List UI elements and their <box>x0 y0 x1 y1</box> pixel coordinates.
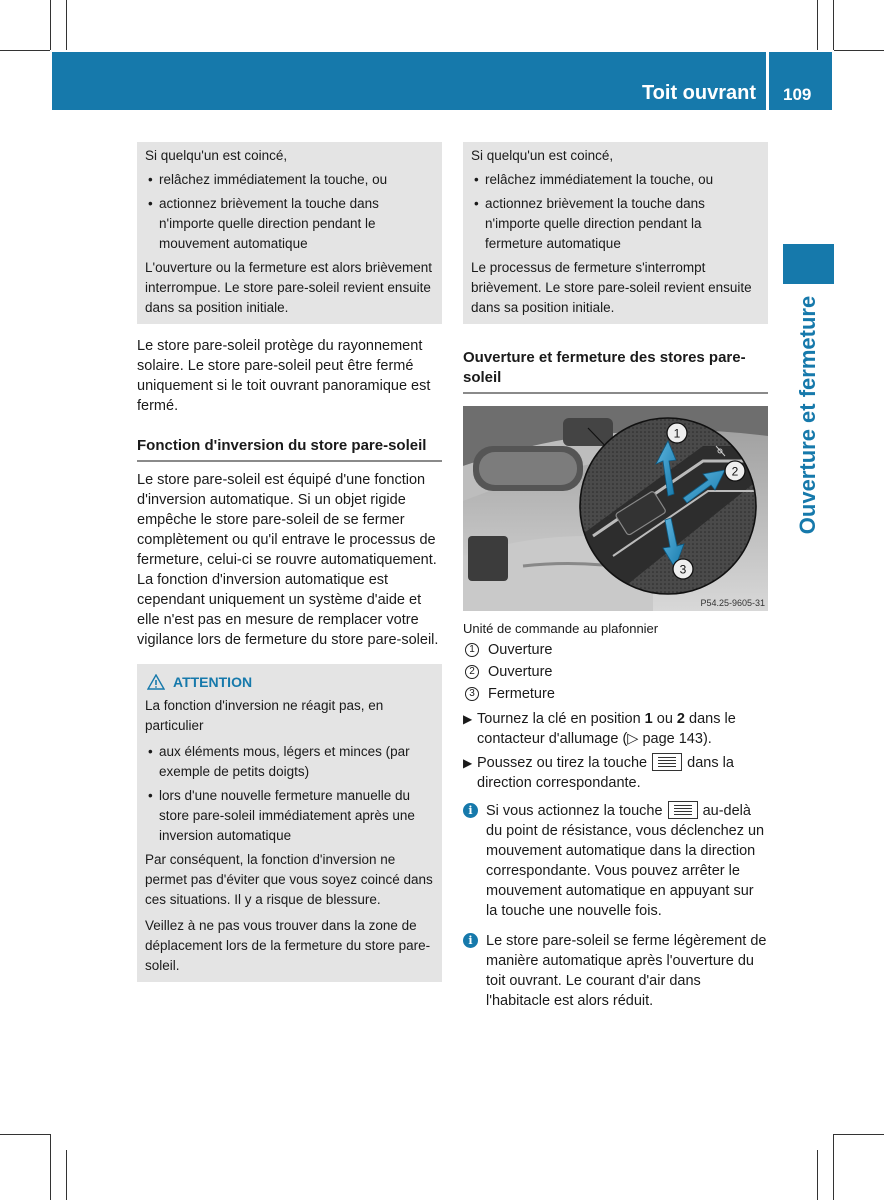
arrow-right-icon: ▶ <box>463 756 473 770</box>
page-title: Toit ouvrant <box>641 82 756 104</box>
page-number-box <box>769 52 832 110</box>
callout-2: 2 <box>731 464 739 479</box>
info-text: Si vous actionnez la touche <box>486 803 667 819</box>
figure-caption: Unité de commande au plafonnier <box>463 621 659 636</box>
instruction-step <box>463 753 768 793</box>
crop-mark <box>833 1134 834 1200</box>
section-heading: Fonction d'inversion du store pare-soleil <box>137 436 442 462</box>
crop-mark <box>0 1134 50 1135</box>
section-body: Le store pare-soleil est équipé d'une fonction d'inversion automatique. Si un objet rigide empêche le store pare-soleil de se fermer complètement ou qu'il entrave le processus de fermeture, celui-ci se rouvre automatiquement. La fonction d'inversion automatique est cependant uniquement un système d'aide et elle n'est pas en mesure de remplacer votre vigilance lors de fermeture du store pare-soleil. <box>137 472 439 648</box>
step-text: Poussez ou tirez la touche <box>477 755 652 771</box>
step-text: ). <box>702 731 712 747</box>
info-icon: i <box>463 803 478 818</box>
trap-notice-box <box>137 142 442 324</box>
right-column <box>463 142 768 1011</box>
legend-number: 1 <box>465 643 479 657</box>
overhead-control-illustration <box>463 406 768 611</box>
warning-box <box>137 664 442 982</box>
crop-mark <box>817 0 818 50</box>
box-outro: Le processus de fermeture s'interrompt brièvement. Le store pare-soleil revient ensuite dans sa position initiale. <box>471 260 752 315</box>
side-tab-block <box>783 244 834 284</box>
warning-intro: La fonction d'inversion ne réagit pas, en particulier <box>145 698 384 733</box>
left-column <box>137 142 442 982</box>
list-item: • actionnez brièvement la touche dans n'importe quelle direction pendant la fermeture automatique <box>471 194 760 254</box>
sunblind-switch-icon <box>668 801 698 819</box>
page-number: 109 <box>783 85 812 104</box>
step-text: dans la direction correspondante. <box>477 755 734 791</box>
legend-item <box>465 661 768 683</box>
list-item: • relâchez immédiatement la touche, ou <box>471 170 760 190</box>
warning-consequence: Par conséquent, la fonction d'inversion ne permet pas d'éviter que vous soyez coincé dans ces situations. Il y a risque de blessure. <box>145 852 433 907</box>
crop-mark <box>834 1134 884 1135</box>
list-item: • aux éléments mous, légers et minces (par exemple de petits doigts) <box>145 742 434 782</box>
key-position: 2 <box>676 711 685 727</box>
sunblind-switch-icon <box>652 753 682 771</box>
key-position: 1 <box>644 711 653 727</box>
sunblind-paragraph: Le store pare-soleil protège du rayonnement solaire. Le store pare-soleil peut être fermé uniquement si le toit ouvrant panoramique est fermé. <box>137 338 431 414</box>
list-item: • actionnez brièvement la touche dans n'importe quelle direction pendant le mouvement automatique <box>145 194 434 254</box>
callout-3: 3 <box>679 562 687 577</box>
legend-item <box>465 639 768 661</box>
crop-mark <box>817 1150 818 1200</box>
list-item: • lors d'une nouvelle fermeture manuelle du store pare-soleil immédiatement après une inversion automatique <box>145 786 434 846</box>
warning-label: ATTENTION <box>173 674 253 690</box>
box-intro: Si quelqu'un est coincé, <box>145 148 288 163</box>
callout-1: 1 <box>673 426 681 441</box>
box-outro: L'ouverture ou la fermeture est alors brièvement interrompue. Le store pare-soleil revient ensuite dans sa position initiale. <box>145 260 432 315</box>
chapter-tab: Ouverture et fermeture <box>795 295 820 535</box>
crop-mark <box>50 0 51 50</box>
crop-mark <box>66 1150 67 1200</box>
crop-mark <box>834 50 884 51</box>
legend-number: 3 <box>465 687 479 701</box>
crop-mark <box>0 50 50 51</box>
legend-label: Ouverture <box>488 642 553 658</box>
info-text: au-delà du point de résistance, vous déclenchez un mouvement automatique dans la direction correspondante. Vous pouvez arrêter le mouvement automatique en appuyant sur la touche une nouvelle fois. <box>486 803 765 919</box>
step-text: ou <box>652 711 677 727</box>
trap-notice-box <box>463 142 768 324</box>
info-note <box>463 801 768 921</box>
legend-number: 2 <box>465 665 479 679</box>
list-item: • relâchez immédiatement la touche, ou <box>145 170 434 190</box>
header-bar <box>52 52 766 110</box>
arrow-right-icon: ▶ <box>463 712 473 726</box>
warning-header <box>147 672 434 692</box>
box-intro: Si quelqu'un est coincé, <box>471 148 614 163</box>
crop-mark <box>66 0 67 50</box>
page-reference-link[interactable]: ▷ page 143 <box>627 731 703 747</box>
info-icon: i <box>463 933 478 948</box>
instruction-step <box>463 709 768 749</box>
step-text: dans le contacteur d'allumage ( <box>477 711 736 747</box>
info-note <box>463 931 768 1011</box>
section-heading: Ouverture et fermeture des stores pare-soleil <box>463 348 768 394</box>
info-text: Le store pare-soleil se ferme légèrement de manière automatique après l'ouverture du toit ouvrant. Le courant d'air dans l'habitacle est alors réduit. <box>486 933 767 1009</box>
crop-mark <box>50 1134 51 1200</box>
overhead-control-figure <box>463 406 768 611</box>
legend-item <box>465 683 768 705</box>
warning-triangle-icon <box>147 674 165 690</box>
figure-code: P54.25-9605-31 <box>700 598 765 608</box>
warning-advice: Veillez à ne pas vous trouver dans la zone de déplacement lors de la fermeture du store pare-soleil. <box>145 918 431 973</box>
step-text: Tournez la clé en position <box>477 711 645 727</box>
legend-label: Ouverture <box>488 664 553 680</box>
legend-label: Fermeture <box>488 686 555 702</box>
crop-mark <box>833 0 834 50</box>
